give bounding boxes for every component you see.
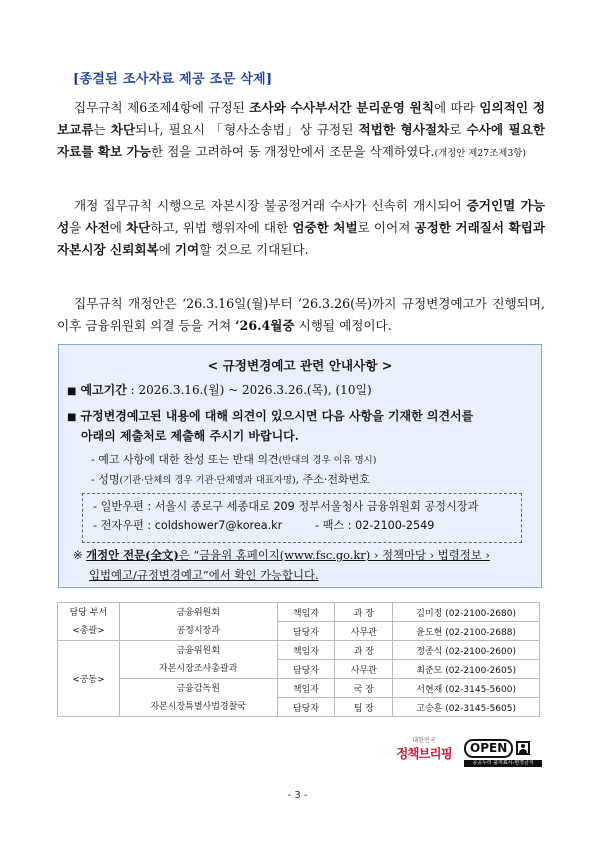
paragraph-segment: 집무규칙 제6조제4항에 규정된 bbox=[74, 100, 250, 115]
item2-text-a: - 성명 bbox=[91, 473, 120, 486]
paragraph-segment: 에 bbox=[158, 242, 175, 257]
notice-period bbox=[67, 381, 372, 401]
note-line-2: 입법예고/규정변경예고”에서 확인 가능합니다. bbox=[89, 568, 319, 582]
notice-item-2 bbox=[91, 471, 370, 490]
paragraph-segment: 는 bbox=[93, 122, 111, 137]
briefing-top-text: 대한민국 bbox=[412, 737, 436, 744]
paragraph-segment: 차단 bbox=[110, 122, 136, 137]
person-cell: 최준모 (02-2100-2605) bbox=[393, 660, 540, 679]
person-cell: 김미정 (02-2100-2680) bbox=[393, 603, 540, 622]
notice-item-1 bbox=[91, 451, 376, 470]
title-cell: 국 장 bbox=[335, 679, 393, 698]
title-cell: 과 장 bbox=[335, 603, 393, 622]
item1-text: - 예고 사항에 대한 찬성 또는 반대 의견 bbox=[91, 453, 279, 466]
paragraph-segment: 을 bbox=[69, 220, 86, 235]
role-cell: 담당자 bbox=[277, 660, 335, 679]
paragraph-1 bbox=[57, 97, 545, 165]
paragraph-segment: 공정한 거래질서 확립과 자본시장 신뢰회복 bbox=[57, 220, 546, 257]
notice-title: < 규정변경예고 관련 안내사항 > bbox=[207, 358, 393, 373]
table-row bbox=[58, 641, 540, 660]
square-bullet-icon: ■ bbox=[67, 386, 77, 397]
role-cell: 책임자 bbox=[277, 679, 335, 698]
paragraph-segment: 집무규칙 개정안은 ‘26.3.16일(월)부터 ’26.3.26(목)까지 규정변경예고가 진행되며, 이후 금융위원회 의결 등을 거쳐 bbox=[57, 296, 545, 333]
section-heading: [종결된 조사자료 제공 조문 삭제] bbox=[73, 72, 273, 87]
open-caption: 공공누리 출처표시-변경금지 bbox=[464, 760, 542, 767]
title-cell: 사무관 bbox=[335, 660, 393, 679]
period-value: : 2026.3.16.(월) ~ 2026.3.26.(목), (10일) bbox=[126, 383, 372, 397]
note-mark: ※ bbox=[73, 548, 83, 562]
item2-small: (기관·단체의 경우 기관·단체명과 대표자명) bbox=[119, 475, 296, 486]
paragraph-segment: 하고, 위법 행위자에 대한 bbox=[150, 220, 293, 235]
paragraph-3 bbox=[57, 293, 545, 337]
head-dept-cell: 담당 부서 <총괄> bbox=[58, 603, 120, 641]
person-cell: 고승훈 (02-3145-5605) bbox=[393, 698, 540, 717]
role-cell: 담당자 bbox=[277, 622, 335, 641]
notice-opinion bbox=[67, 407, 473, 427]
notice-box bbox=[58, 344, 542, 588]
paragraph-segment: 기여 bbox=[174, 242, 200, 257]
open-text: OPEN bbox=[464, 739, 513, 758]
paragraph-segment: 할 것으로 기대된다. bbox=[199, 242, 309, 257]
person-cell: 서현재 (02-3145-5600) bbox=[393, 679, 540, 698]
person-icon bbox=[516, 741, 530, 755]
page-number: - 3 - bbox=[287, 790, 308, 801]
period-label: 예고기간 bbox=[80, 383, 127, 397]
role-cell: 책임자 bbox=[277, 641, 335, 660]
paragraph-segment: 개정 집무규칙 시행으로 자본시장 불공정거래 수사가 신속히 개시되어 bbox=[74, 198, 467, 213]
paragraph-segment: 엄중한 처벌 bbox=[292, 220, 358, 235]
note-bold: 개정안 전문(全文) bbox=[86, 548, 179, 562]
opinion-line-2: 아래의 제출처로 제출해 주시기 바랍니다. bbox=[81, 429, 299, 443]
email-row bbox=[93, 516, 511, 535]
table-row bbox=[58, 679, 540, 698]
person-cell: 윤도현 (02-2100-2688) bbox=[393, 622, 540, 641]
title-cell: 팀 장 bbox=[335, 698, 393, 717]
paragraph-segment: 사전 bbox=[85, 220, 110, 235]
paragraph-segment: 임의적인 정보교류 bbox=[57, 100, 545, 137]
paragraph-segment: ‘26.4월중 bbox=[235, 318, 295, 333]
unit-cell: 금융위원회 공정시장과 bbox=[119, 603, 277, 641]
note-line-1: 은 “금융위 홈페이지(www.fsc.go.kr) › 정책마당 › 법령정보 › bbox=[178, 548, 490, 562]
paragraph-segment: 차단 bbox=[126, 220, 151, 235]
kogl-open-logo bbox=[464, 738, 542, 768]
paragraph-segment: 수사에 필요한 자료를 확보 가능 bbox=[57, 122, 546, 159]
paragraph-segment: 로 이어져 bbox=[357, 220, 415, 235]
opinion-line-1: 규정변경예고된 내용에 대해 의견이 있으시면 다음 사항을 기재한 의견서를 bbox=[80, 409, 474, 423]
fax-number: - 팩스 : 02-2100-2549 bbox=[315, 519, 435, 532]
paragraph-segment: 조사와 수사부서간 분리운영 원칙 bbox=[249, 100, 435, 115]
paragraph-segment: 에 따라 bbox=[434, 100, 480, 115]
item2-text-b: , 주소·전화번호 bbox=[295, 473, 370, 486]
paragraph-segment: 되나, 필요시 「형사소송법」상 규정된 bbox=[135, 122, 359, 137]
paragraph-segment: 적법한 형사절차 bbox=[358, 122, 450, 137]
title-cell: 과 장 bbox=[335, 641, 393, 660]
mail-address: - 일반우편 : 서울시 종로구 세종대로 209 정부서울청사 금융위원회 공정시장과 bbox=[93, 500, 479, 513]
joint-dept-cell: <공동> bbox=[58, 641, 120, 717]
briefing-main-text: 정책브리핑 bbox=[396, 746, 452, 761]
paragraph-segment: 로 bbox=[449, 122, 467, 137]
unit-cell: 금융위원회 자본시장조사총괄과 bbox=[119, 641, 277, 679]
paragraph-2 bbox=[57, 195, 545, 261]
email-address[interactable]: - 전자우편 : coldshower7@korea.kr bbox=[93, 519, 283, 532]
paragraph-segment: 한 점을 고려하여 동 개정안에서 조문을 삭제하였다. bbox=[150, 144, 435, 159]
notice-note bbox=[73, 545, 490, 565]
contact-table bbox=[57, 602, 540, 717]
submission-address-box bbox=[82, 493, 522, 543]
paragraph-segment: 증거인멸 가능성 bbox=[57, 198, 545, 235]
paragraph-segment: 시행될 예정이다. bbox=[294, 318, 392, 333]
table-row bbox=[58, 603, 540, 622]
paragraph-segment: 에 bbox=[109, 220, 127, 235]
person-cell: 정종식 (02-2100-2600) bbox=[393, 641, 540, 660]
unit-cell: 금융감독원 자본시장특별사법경찰국 bbox=[119, 679, 277, 717]
square-bullet-icon: ■ bbox=[67, 412, 77, 423]
role-cell: 담당자 bbox=[277, 698, 335, 717]
role-cell: 책임자 bbox=[277, 603, 335, 622]
policy-briefing-logo bbox=[393, 735, 455, 771]
paragraph-segment: (개정안 제27조제3항) bbox=[434, 148, 527, 159]
title-cell: 사무관 bbox=[335, 622, 393, 641]
item1-small: (반대의 경우 이유 명시) bbox=[278, 455, 377, 466]
